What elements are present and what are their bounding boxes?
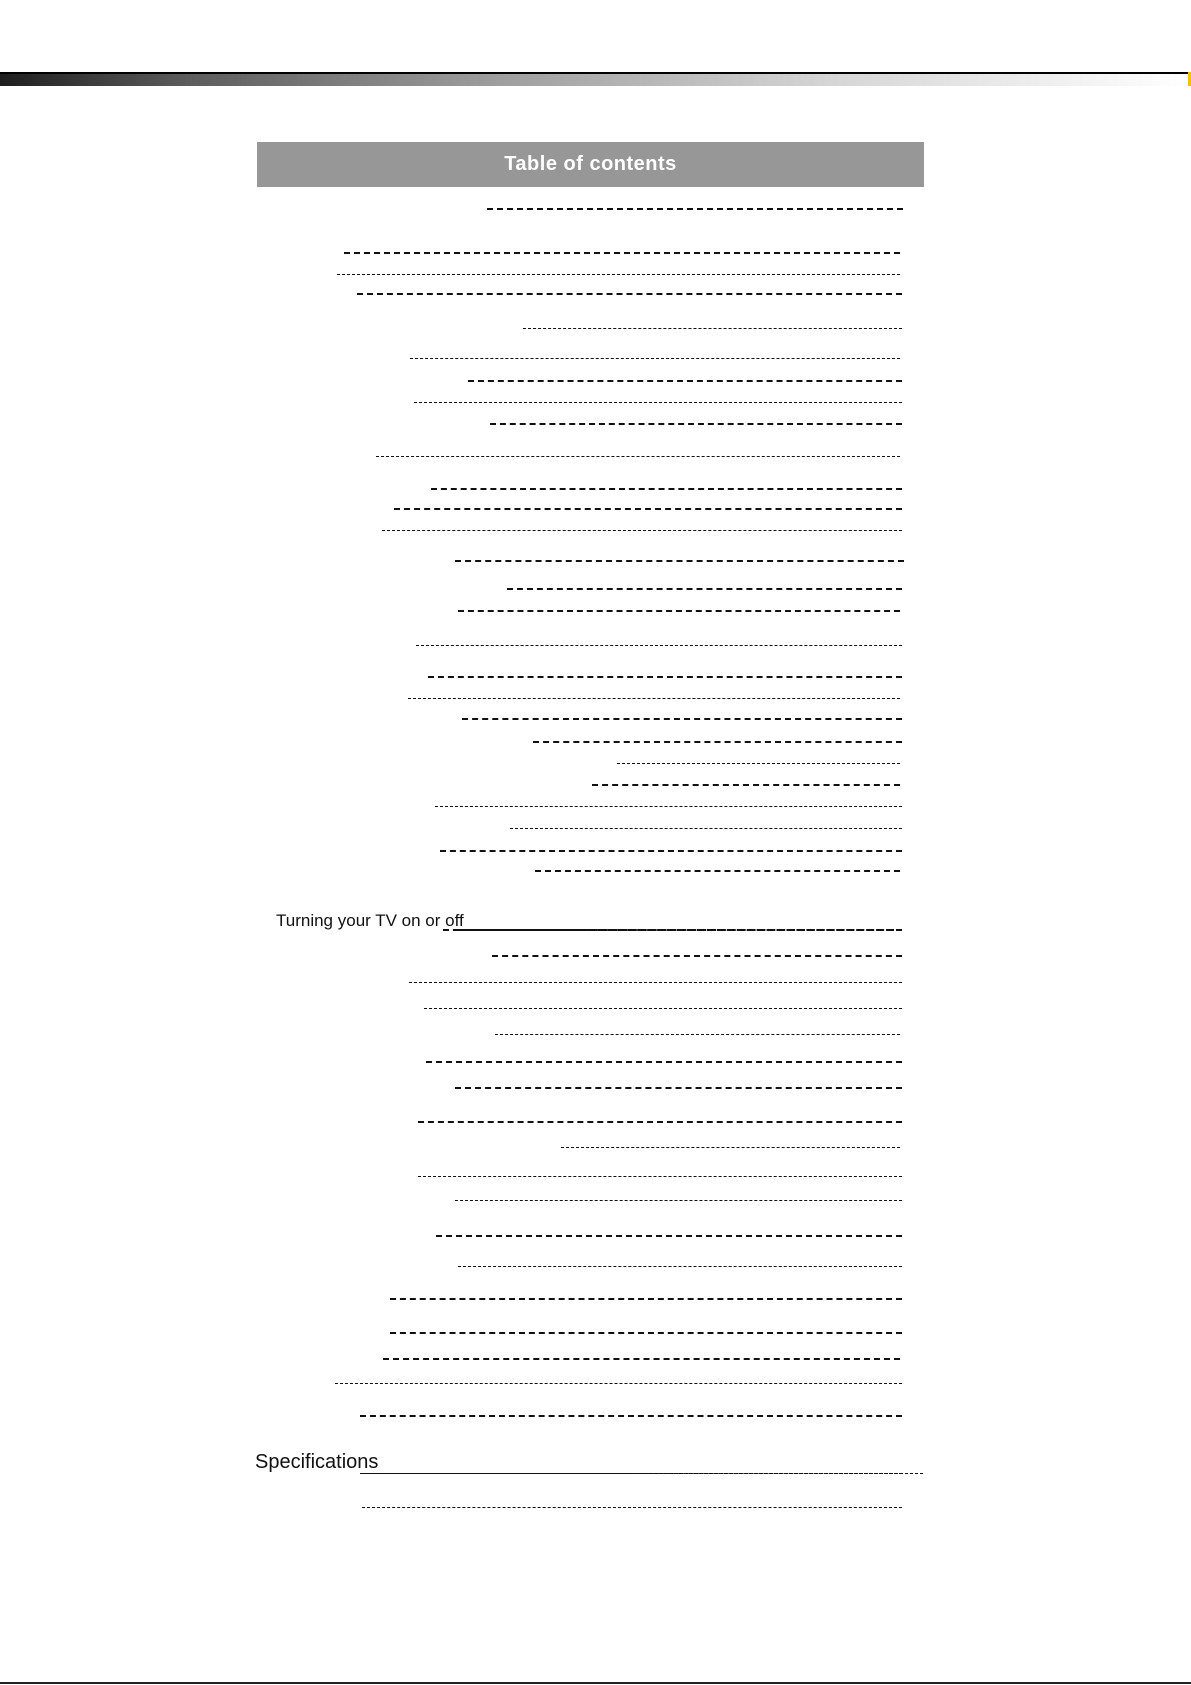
footer-rule (0, 1682, 1191, 1684)
toc-leader-dots (592, 784, 900, 786)
toc-leader-dots (426, 1061, 902, 1063)
toc-leader-dots (357, 293, 902, 295)
toc-leader-dots (408, 698, 900, 699)
toc-leader-dots (490, 423, 902, 425)
toc-leader-dots (416, 645, 902, 646)
toc-leader-dots (458, 610, 900, 612)
toc-leader-dots (337, 274, 900, 275)
toc-leader-dots (523, 328, 902, 329)
toc-leader-dots (468, 380, 902, 382)
toc-leader-dots (394, 508, 902, 510)
toc-leader-dots (418, 1176, 902, 1177)
toc-leader-dots (510, 828, 902, 829)
toc-leader-dots (410, 358, 900, 359)
toc-title: Table of contents (504, 153, 677, 175)
toc-leader-dots (383, 1358, 900, 1360)
toc-leader-dots (418, 1121, 902, 1123)
toc-leader-dots (382, 530, 902, 531)
toc-leader-dots (455, 1087, 902, 1089)
toc-leader-dots (414, 402, 902, 403)
toc-leader-dots (462, 718, 902, 720)
toc-leader-dots (428, 676, 902, 678)
toc-leader-dots (409, 982, 902, 983)
toc-leader-dots (424, 1008, 902, 1009)
toc-leader-dots (344, 252, 900, 254)
toc-leader-dots (561, 1147, 900, 1148)
toc-leader-dots (533, 741, 902, 743)
toc-leader-dots (362, 1507, 902, 1508)
toc-leader-dots (360, 1415, 902, 1417)
toc-leader-dots (507, 588, 902, 590)
toc-leader-dots (492, 955, 902, 957)
toc-leader-dots (495, 1034, 900, 1035)
toc-leader-dots (440, 850, 902, 852)
toc-leader-dots (335, 1383, 902, 1384)
toc-leader-dots (535, 870, 900, 872)
toc-entry-label: Specifications (255, 1451, 379, 1473)
toc-leader-dots (362, 1473, 902, 1474)
toc-leader-dots (455, 1200, 902, 1201)
toc-leader-dots (458, 1266, 902, 1267)
toc-leader-dots (435, 806, 902, 807)
toc-leader-dots (390, 1332, 902, 1334)
toc-leader-dots (376, 456, 900, 457)
toc-leader-dots (458, 929, 902, 931)
toc-leader-dots (617, 763, 900, 764)
toc-entry-label: Turning your TV on or off (276, 911, 464, 930)
toc-leader-dots (390, 1298, 902, 1300)
toc-leader-dots (487, 208, 903, 210)
toc-leader-dots (436, 1235, 902, 1237)
toc-leader-dots (431, 488, 902, 490)
toc-leader-dots (455, 560, 904, 562)
